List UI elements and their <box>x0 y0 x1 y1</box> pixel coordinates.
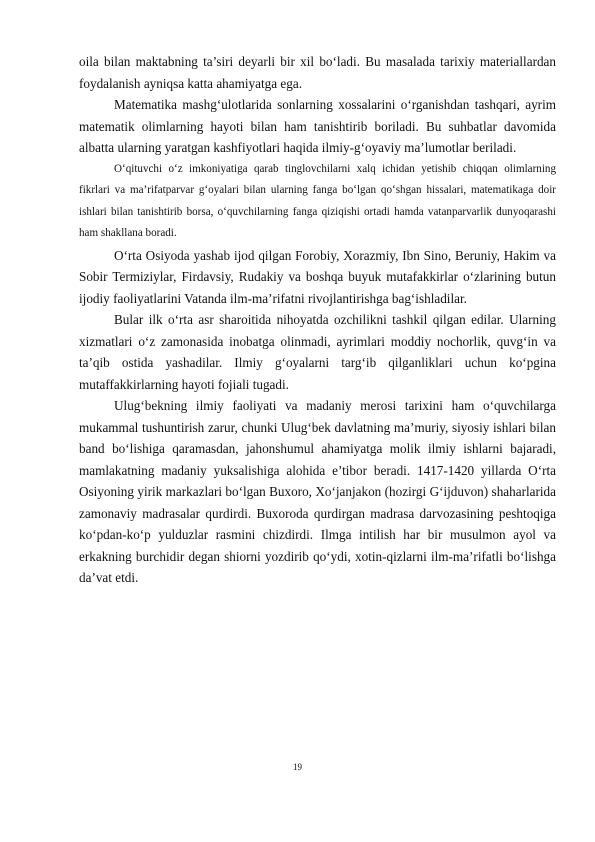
paragraph-5: Bular ilk o‘rta asr sharoitida nihoyatda ozchilikni tashkil qilgan edilar. Ularning xizmatlari o‘z zamonasida inobatga olinmadi, ayrimlari moddiy nochorlik, quvg‘in va ta’qib ostida yashadilar. Ilmiy g‘oyalarni targ‘ib qilganliklari uchun ko‘pgina mutaffakkirlarning hayoti fojiali tugadi. <box>79 312 556 392</box>
paragraph-1: oila bilan maktabning ta’siri deyarli bir xil bo‘ladi. Bu masalada tarixiy materiallardan foydalanish ayniqsa katta ahamiyatga ega. <box>79 54 556 91</box>
paragraph-6: Ulug‘bekning ilmiy faoliyati va madaniy merosi tarixini ham o‘quvchilarga mukammal tushuntirish zarur, chunki Ulug‘bek davlatning ma’muriy, siyosiy ishlari bilan band bo‘lishiga qaramasdan, jahonshumul ahamiyatga molik ilmiy ishlarni bajaradi, mamlakatning madaniy yuksalishiga alohida e’tibor beradi. 1417-1420 yillarda O‘rta Osiyoning yirik markazlari bo‘lgan Buxoro, Xo‘janjakon (hozirgi G‘ijduvon) shaharlarida zamonaviy madrasalar qurdirdi. Buxoroda qurdirgan madrasa darvozasining peshtoqiga ko‘pdan-ko‘p yulduzlar rasmini chizdirdi. Ilmga intilish har bir musulmon ayol va erkakning burchidir degan shiorni yozdirib qo‘ydi, xotin-qizlarni ilm-ma’rifatli bo‘lishga da’vat etdi. <box>79 398 556 585</box>
paragraph-4: O‘rta Osiyoda yashab ijod qilgan Forobiy, Xorazmiy, Ibn Sino, Beruniy, Hakim va Sobir Termiziylar, Firdavsiy, Rudakiy va boshqa buyuk mutafakkirlar o‘zlarining butun ijodiy faoliyatlarini Vatanda ilm-ma’rifatni rivojlantirishga bag‘ishladilar. <box>79 247 556 306</box>
document-page <box>79 51 556 589</box>
paragraph-3: O‘qituvchi o‘z imkoniyatiga qarab tinglovchilarni xalq ichidan yetishib chiqqan olimlarning fikrlari va ma’rifatparvar g‘oyalari bilan ularning fanga bo‘lgan qo‘shgan hissalari, matematikaga doir ishlari bilan tanishtirib borsa, o‘quvchilarning fanga qiziqishi ortadi hamda vatanparvarlik dunyoqarashi ham shakllana boradi. <box>79 162 556 239</box>
paragraph-2: Matematika mashg‘ulotlarida sonlarning xossalarini o‘rganishdan tashqari, ayrim matematik olimlarning hayoti bilan ham tanishtirib boriladi. Bu suhbatlar davomida albatta ularning yaratgan kashfiyotlari haqida ilmiy-g‘oyaviy ma’lumotlar beriladi. <box>79 97 556 155</box>
page-number: 19 <box>293 762 302 772</box>
